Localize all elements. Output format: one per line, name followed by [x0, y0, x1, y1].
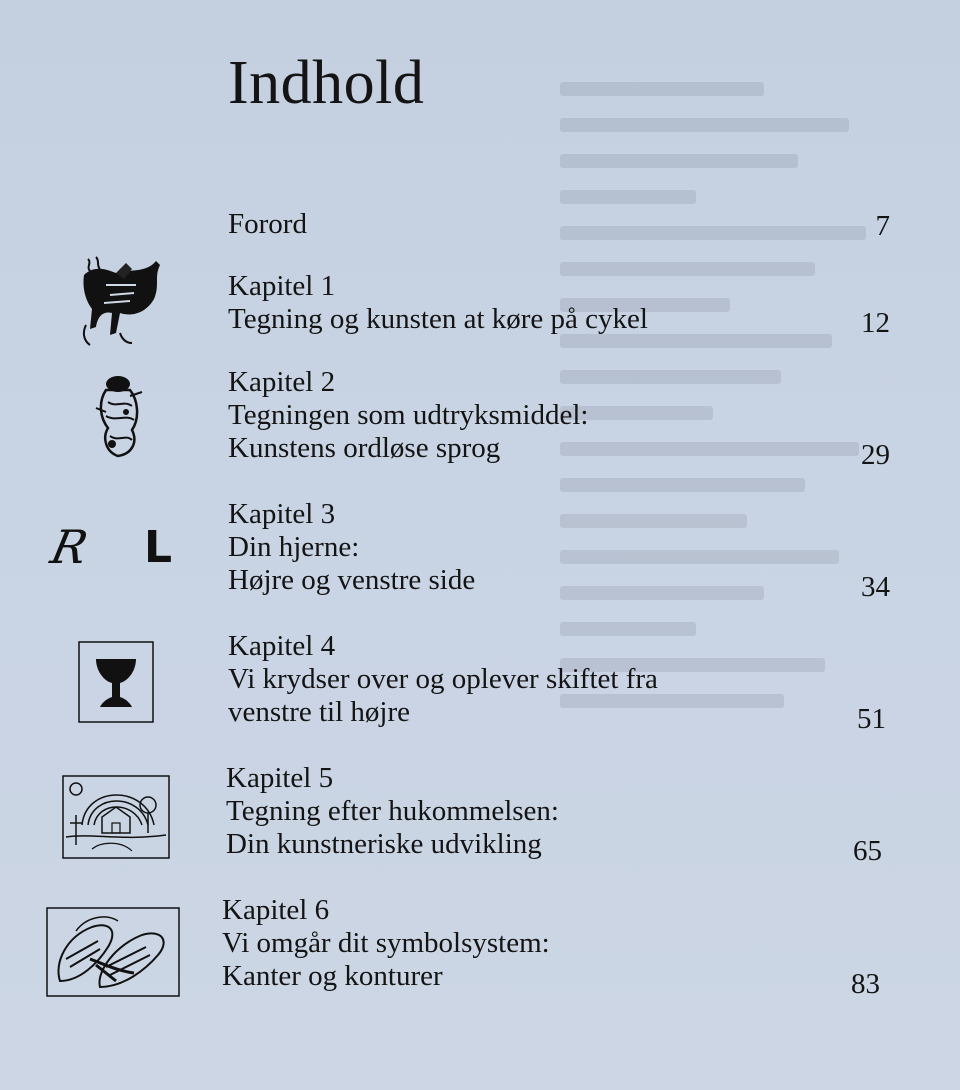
block-l-letter: L	[144, 522, 173, 573]
entry-line: Kapitel 2	[228, 366, 336, 398]
entry-title	[228, 270, 648, 336]
entry-line: Kapitel 3	[228, 498, 336, 530]
entry-line: Højre og venstre side	[228, 564, 476, 596]
entry-line: Tegning og kunsten at køre på cykel	[228, 303, 648, 335]
page-number: 29	[861, 439, 890, 471]
entry-line: Din hjerne:	[228, 531, 360, 563]
entry-line: Tegning efter hukommelsen:	[226, 795, 559, 827]
entry-line: Kanter og konturer	[222, 960, 443, 992]
letters-r-l-icon	[46, 520, 182, 580]
entry-line: Vi omgår dit symbolsystem:	[222, 927, 550, 959]
entry-line: Kapitel 4	[228, 630, 336, 662]
entry-title	[228, 630, 658, 729]
entry-title	[228, 366, 588, 465]
horse-drawing-icon	[76, 255, 166, 347]
page-number: 65	[853, 835, 882, 867]
entry-line: Kapitel 6	[222, 894, 330, 926]
entry-line: Kunstens ordløse sprog	[228, 432, 501, 464]
child-landscape-drawing-icon	[62, 775, 170, 859]
sandals-drawing-icon	[46, 907, 180, 997]
page-number: 51	[857, 703, 886, 735]
script-r-letter: R	[46, 520, 93, 574]
entry-title	[228, 208, 307, 241]
goblet-vase-icon	[78, 641, 154, 723]
entry-line: Vi krydser over og oplever skiftet fra	[228, 663, 658, 695]
page-number: 12	[861, 307, 890, 339]
page-number: 7	[875, 210, 890, 242]
entry-title	[226, 762, 559, 861]
entry-line: venstre til højre	[228, 696, 411, 728]
entry-line: Kapitel 5	[226, 762, 334, 794]
entry-line: Kapitel 1	[228, 270, 336, 302]
entry-line: Tegningen som udtryksmiddel:	[228, 399, 589, 431]
page-title: Indhold	[228, 49, 425, 117]
entry-title	[222, 894, 550, 993]
page-number: 83	[851, 968, 880, 1000]
entry-title	[228, 498, 475, 597]
entry-line: Forord	[228, 208, 307, 240]
entry-line: Din kunstneriske udvikling	[226, 828, 542, 860]
figure-drawing-icon	[88, 372, 148, 460]
page-number: 34	[861, 571, 890, 603]
